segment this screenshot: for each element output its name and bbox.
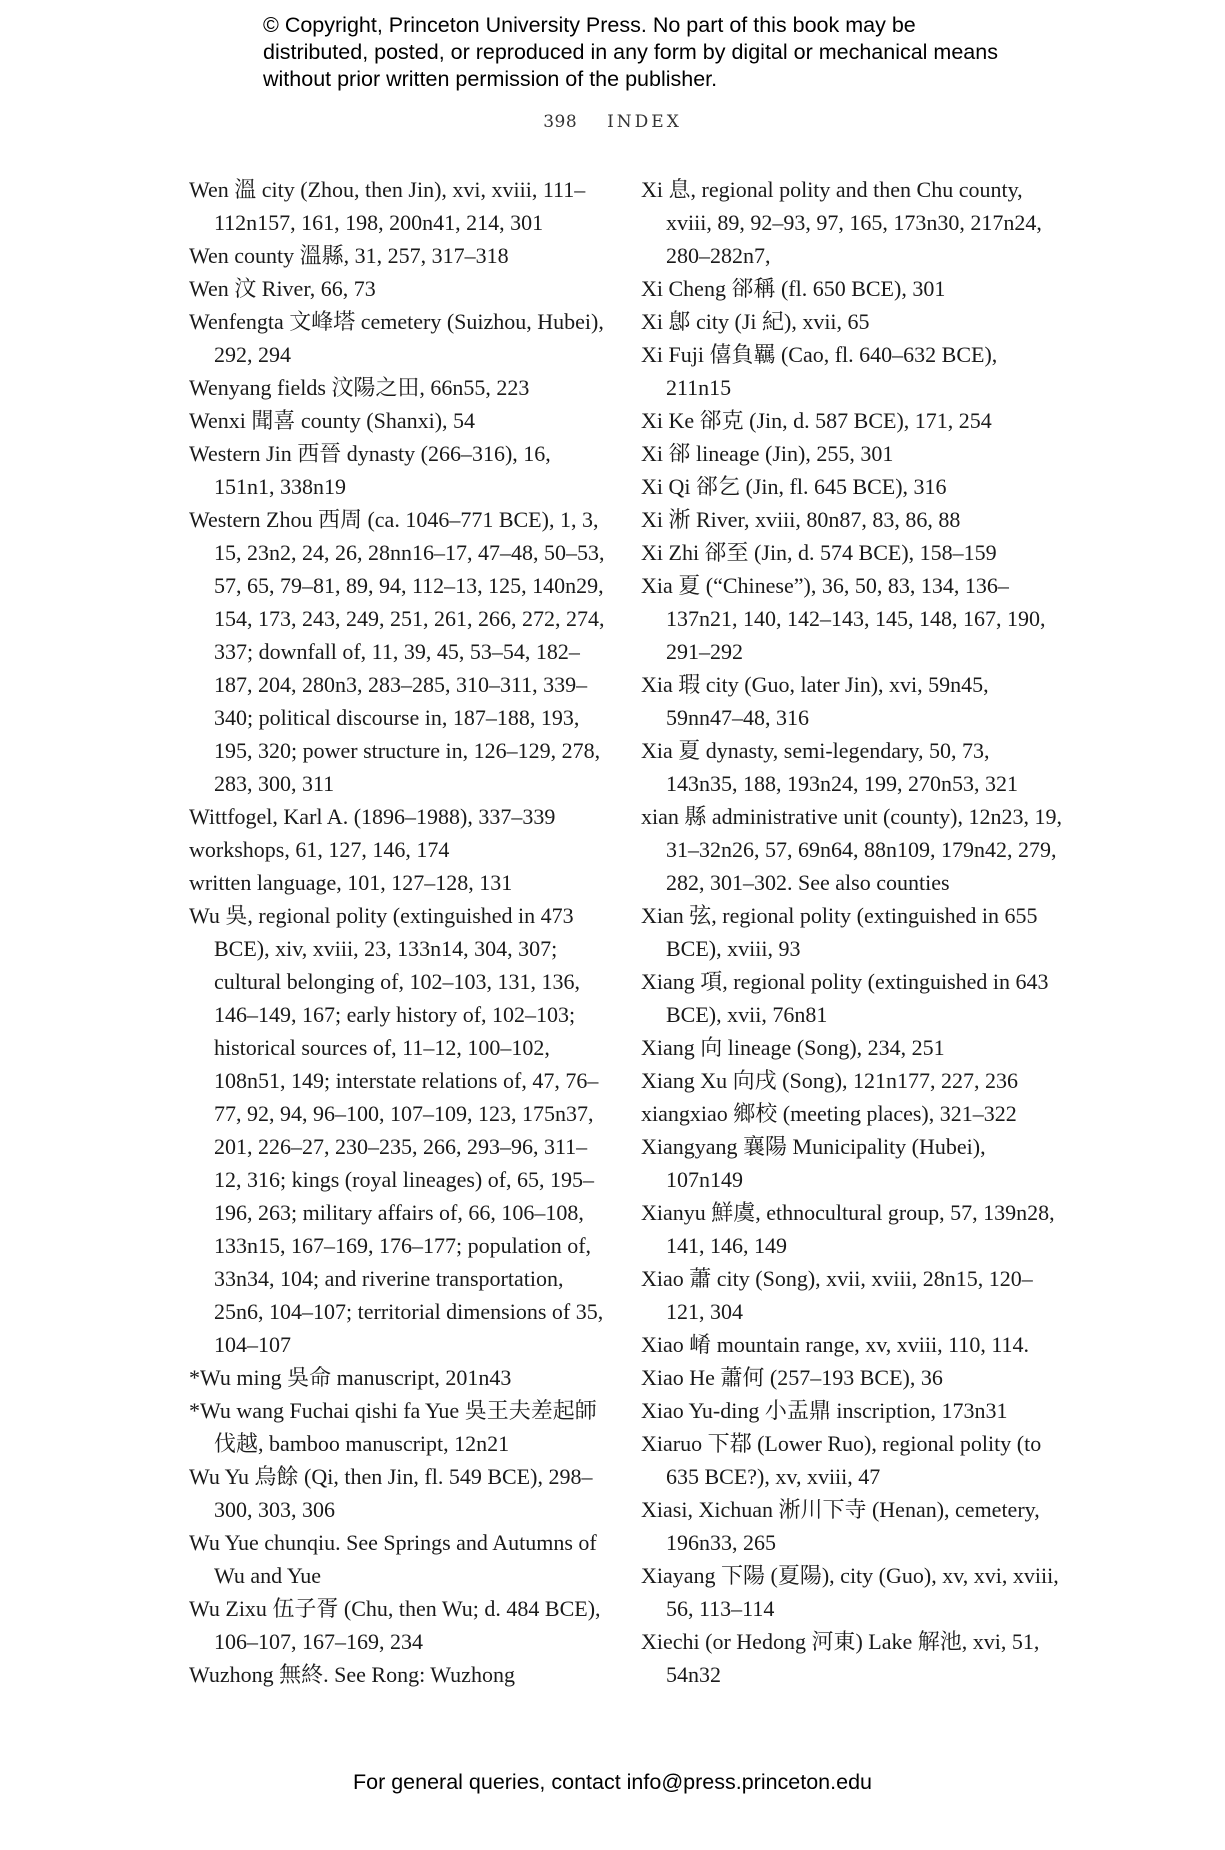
index-entry: Xiao 崤 mountain range, xv, xviii, 110, 114. (641, 1332, 1029, 1357)
index-entry: xian 縣 administrative unit (county), 12n23, 19, 31–32n26, 57, 69n64, 88n109, 179n42, 279, 282, 301–302. See also counties (641, 804, 1062, 895)
index-entry: written language, 101, 127–128, 131 (189, 870, 513, 895)
index-entry: Xiechi (or Hedong 河東) Lake 解池, xvi, 51, 54n32 (641, 1629, 1040, 1687)
index-entry: xiangxiao 鄉校 (meeting places), 321–322 (641, 1101, 1017, 1126)
index-entry: Xia 夏 (“Chinese”), 36, 50, 83, 134, 136–137n21, 140, 142–143, 145, 148, 167, 190, 291–292 (641, 573, 1046, 664)
index-entry: Wu 吳, regional polity (extinguished in 473 BCE), xiv, xviii, 23, 133n14, 304, 307; cultural belonging of, 102–103, 131, 136, 146–149, 167; early history of, 102–103; historical sources of, 11–12, 100–102, 108n51, 149; interstate relations of, 47, 76–77, 92, 94, 96–100, 107–109, 123, 175n37, 201, 226–27, 230–235, 266, 293–96, 311–12, 316; kings (royal lineages) of, 65, 195–196, 263; military affairs of, 66, 106–108, 133n15, 167–169, 176–177; population of, 33n34, 104; and riverine transportation, 25n6, 104–107; territorial dimensions of 35, 104–107 (189, 903, 604, 1357)
index-entry: Xianyu 鮮虞, ethnocultural group, 57, 139n28, 141, 146, 149 (641, 1200, 1055, 1258)
page-number: 398 (543, 112, 578, 132)
section-title: INDEX (607, 112, 682, 132)
index-entry: workshops, 61, 127, 146, 174 (189, 837, 450, 862)
index-column-right (641, 173, 1063, 1691)
index-entry: Xia 瑕 city (Guo, later Jin), xvi, 59n45, 59nn47–48, 316 (641, 672, 989, 730)
index-entry: Wen 汶 River, 66, 73 (189, 276, 376, 301)
index-entry: Xi Zhi 郤至 (Jin, d. 574 BCE), 158–159 (641, 540, 997, 565)
index-entry: Xiang 項, regional polity (extinguished in 643 BCE), xvii, 76n81 (641, 969, 1049, 1027)
index-entry: Xi 淅 River, xviii, 80n87, 83, 86, 88 (641, 507, 961, 532)
index-entry: *Wu wang Fuchai qishi fa Yue 吳王夫差起師伐越, bamboo manuscript, 12n21 (189, 1398, 597, 1456)
index-entry: Xiao Yu-ding 小盂鼎 inscription, 173n31 (641, 1398, 1008, 1423)
index-entry: Wuzhong 無終. See Rong: Wuzhong (189, 1662, 515, 1687)
index-entry: Xiasi, Xichuan 淅川下寺 (Henan), cemetery, 196n33, 265 (641, 1497, 1040, 1555)
index-entry: Xiao He 蕭何 (257–193 BCE), 36 (641, 1365, 943, 1390)
copyright-notice: © Copyright, Princeton University Press. No part of this book may be distributed, posted, or reproduced in any form by digital or mechanical means without prior written permission of the publisher. (263, 13, 998, 91)
index-entry: Xi Cheng 郤稱 (fl. 650 BCE), 301 (641, 276, 946, 301)
index-entry: Xiao 蕭 city (Song), xvii, xviii, 28n15, 120–121, 304 (641, 1266, 1033, 1324)
index-entry: Xi 息, regional polity and then Chu county, xviii, 89, 92–93, 97, 165, 173n30, 217n24, 280–282n7, (641, 177, 1042, 268)
index-entry: Xi Fuji 僖負羈 (Cao, fl. 640–632 BCE), 211n15 (641, 342, 998, 400)
index-entry: *Wu ming 吳命 manuscript, 201n43 (189, 1365, 512, 1390)
footer-contact: For general queries, contact info@press.princeton.edu (352, 1770, 872, 1794)
index-entry: Wu Yu 烏餘 (Qi, then Jin, fl. 549 BCE), 298–300, 303, 306 (189, 1464, 593, 1522)
index-entry: Wenfengta 文峰塔 cemetery (Suizhou, Hubei), 292, 294 (189, 309, 604, 367)
index-entry: Wenyang fields 汶陽之田, 66n55, 223 (189, 375, 530, 400)
index-entry: Xiaruo 下鄀 (Lower Ruo), regional polity (to 635 BCE?), xv, xviii, 47 (641, 1431, 1042, 1489)
running-header (0, 112, 1225, 132)
index-entry: Wenxi 聞喜 county (Shanxi), 54 (189, 408, 476, 433)
index-entry: Western Zhou 西周 (ca. 1046–771 BCE), 1, 3, 15, 23n2, 24, 26, 28nn16–17, 47–48, 50–53, 57, 65, 79–81, 89, 94, 112–13, 125, 140n29, 154, 173, 243, 249, 251, 261, 266, 272, 274, 337; downfall of, 11, 39, 45, 53–54, 182–187, 204, 280n3, 283–285, 310–311, 339–340; political discourse in, 187–188, 193, 195, 320; power structure in, 126–129, 278, 283, 300, 311 (189, 507, 605, 796)
index-entry: Xiayang 下陽 (夏陽), city (Guo), xv, xvi, xviii, 56, 113–114 (641, 1563, 1059, 1621)
index-entry: Xian 弦, regional polity (extinguished in 655 BCE), xviii, 93 (641, 903, 1038, 961)
index-entry: Xiang 向 lineage (Song), 234, 251 (641, 1035, 945, 1060)
index-entry: Wittfogel, Karl A. (1896–1988), 337–339 (189, 804, 556, 829)
index-entry: Xi Ke 郤克 (Jin, d. 587 BCE), 171, 254 (641, 408, 992, 433)
index-column-left (189, 173, 609, 1691)
index-entry: Wu Zixu 伍子胥 (Chu, then Wu; d. 484 BCE), 106–107, 167–169, 234 (189, 1596, 601, 1654)
index-entry: Wu Yue chunqiu. See Springs and Autumns of Wu and Yue (189, 1530, 597, 1588)
index-entry: Xiang Xu 向戌 (Song), 121n177, 227, 236 (641, 1068, 1019, 1093)
index-entry: Wen 溫 city (Zhou, then Jin), xvi, xviii, 111–112n157, 161, 198, 200n41, 214, 301 (189, 177, 586, 235)
index-entry: Western Jin 西晉 dynasty (266–316), 16, 151n1, 338n19 (189, 441, 551, 499)
index-entry: Xi Qi 郤乞 (Jin, fl. 645 BCE), 316 (641, 474, 947, 499)
index-entry: Xia 夏 dynasty, semi-legendary, 50, 73, 143n35, 188, 193n24, 199, 270n53, 321 (641, 738, 1018, 796)
index-entry: Xiangyang 襄陽 Municipality (Hubei), 107n149 (641, 1134, 986, 1192)
index-entry: Wen county 溫縣, 31, 257, 317–318 (189, 243, 509, 268)
index-entry: Xi 郤 lineage (Jin), 255, 301 (641, 441, 894, 466)
index-entry: Xi 鄎 city (Ji 紀), xvii, 65 (641, 309, 870, 334)
